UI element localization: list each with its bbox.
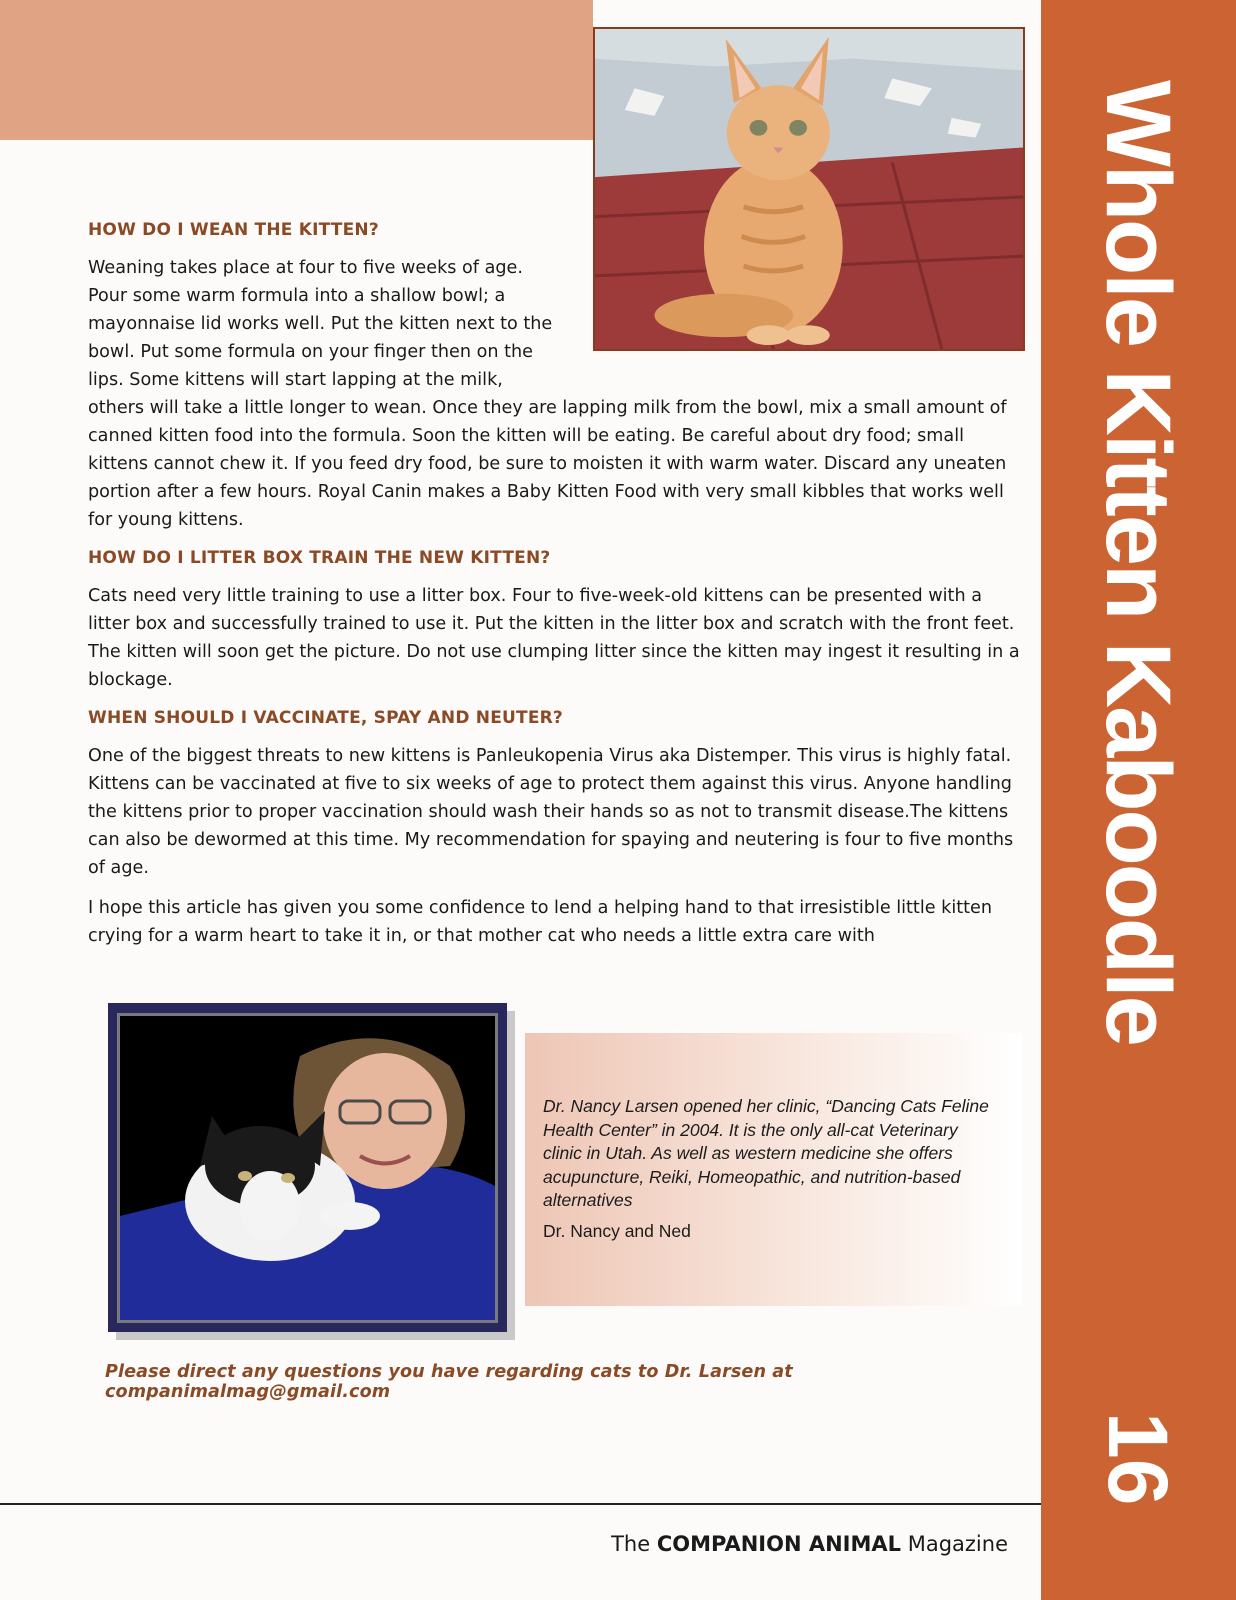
photo-caption: Dr. Nancy and Ned [543, 1221, 691, 1241]
footer-rule [0, 1503, 1041, 1505]
footer-magazine-name [611, 1532, 1008, 1556]
page-number: 16 [1091, 1412, 1185, 1506]
author-portrait-frame [108, 1003, 507, 1332]
paragraph-wean: Weaning takes place at four to five weeks of age. Pour some warm formula into a shallow bowl; a mayonnaise lid works well. Put the kitten next to the bowl. Put some formula on your finger then on the lips. Some kittens will start lapping at the milk, others will take a little longer to wean. Once they are lapping milk from the bowl, mix a small amount of canned kitten food into the formula. Soon the kitten will be eating. Be careful about dry food; small kittens cannot chew it. If you feed dry food, be sure to moisten it with warm water. Discard any uneaten portion after a few hours. Royal Canin makes a Baby Kitten Food with very small kibbles that works well for young kittens. [88, 258, 1007, 530]
section-heading-litter: HOW DO I LITTER BOX TRAIN THE NEW KITTEN? [88, 548, 551, 568]
portrait-illustration [120, 1016, 495, 1320]
paragraph-vaccinate: One of the biggest threats to new kittens is Panleukopenia Virus aka Distemper. This virus is highly fatal. Kittens can be vaccinated at five to six weeks of age to protect them against this virus. Anyone handling the kittens prior to proper vaccination should wash their hands so as not to transmit disease.The kittens can also be dewormed at this time. My recommendation for spaying and neutering is four to five months of age. [88, 746, 1014, 878]
paragraph-litter: Cats need very little training to use a litter box. Four to five-week-old kittens can be presented with a litter box and successfully trained to use it. Put the kitten in the litter box and scratch with the front feet. The kitten will soon get the picture. Do not use clumping litter since the kitten may ingest it resulting in a blockage. [88, 586, 1020, 690]
author-portrait [117, 1013, 498, 1323]
paragraph-closing: I hope this article has given you some confidence to lend a helping hand to that irresistible little kitten crying for a warm heart to take it in, or that mother cat who needs a little extra care with [88, 898, 992, 946]
author-bio: Dr. Nancy Larsen opened her clinic, “Dancing Cats Feline Health Center” in 2004. It is the only all-cat Veterinary clinic in Utah. As well as western medicine she offers acupuncture, Reiki, Homeopathic, and nutrition-based alternatives [543, 1096, 989, 1210]
section-heading-wean: HOW DO I WEAN THE KITTEN? [88, 220, 379, 240]
photo-wrap-spacer [558, 254, 1023, 392]
article-body [88, 218, 1023, 962]
author-bio-box [525, 1033, 1022, 1306]
footer-suffix: Magazine [907, 1532, 1008, 1556]
section-heading-vaccinate: WHEN SHOULD I VACCINATE, SPAY AND NEUTER? [88, 708, 563, 728]
top-decorative-band [0, 0, 593, 140]
column-title: Whole Kitten Kaboodle [1087, 80, 1189, 1045]
footer-name: COMPANION ANIMAL [656, 1532, 902, 1556]
contact-note: Please direct any questions you have regarding cats to Dr. Larsen at companimalmag@gmail.com [105, 1362, 793, 1402]
footer-prefix: The [611, 1532, 651, 1556]
